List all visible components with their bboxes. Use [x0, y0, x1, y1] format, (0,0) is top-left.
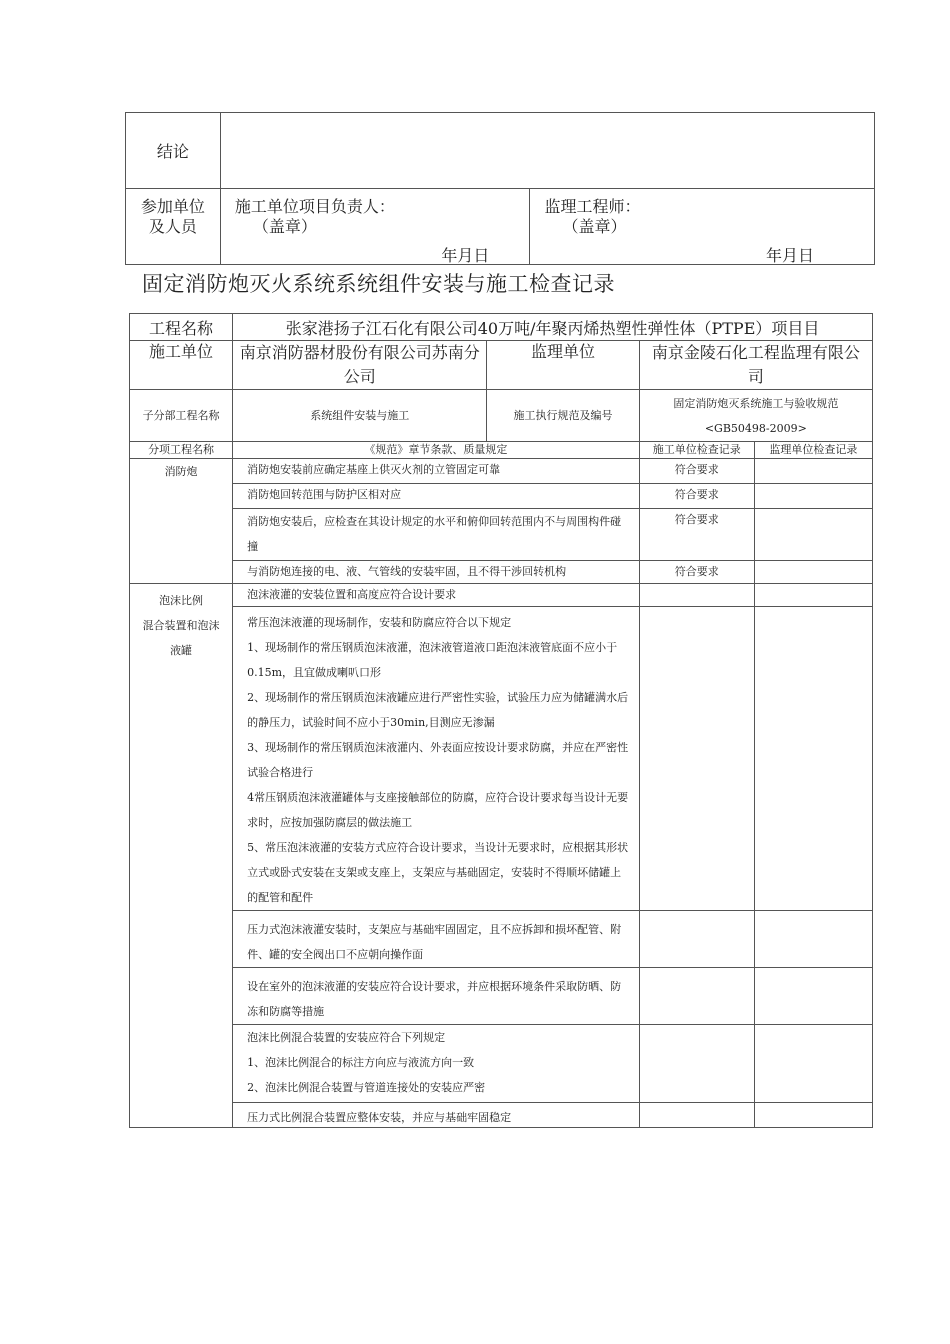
supervision-check [754, 968, 872, 1025]
supervisor-stamp: （盖章） [562, 217, 627, 236]
column-item: 分项工程名称 [130, 442, 233, 459]
supervisor-engineer-label: 监理工程师： [544, 197, 641, 216]
standard-label: 施工执行规范及编号 [487, 390, 639, 442]
conclusion-content [220, 113, 874, 189]
participants-label: 参加单位 及人员 [126, 189, 221, 265]
supervision-check [754, 584, 872, 607]
clause-text: 常压泡沫液灌的现场制作，安装和防腐应符合以下规定 1、现场制作的常压钢质泡沫液灌，泡沫液管道液口距泡沫液管底面不应小于0.15m，且宜做成喇叭口形 2、现场制作的常压钢质泡沫液罐应进行严密性实验，试验压力应为储罐满水后的静压力，试验时间不应小于30min,目测应无渗漏 3、现场制作的常压钢质泡沫液灌内、外表面应按设计要求防腐，并应在严密性试验合格进行 4常压钢质泡沫液灌罐体与支座接触部位的防腐，应符合设计要求每当设计无要求时，应按加强防腐层的做法施工 5、常压泡沫液灌的安装方式应符合设计要求，当设计无要求时，应根据其形状立式或卧式安装在支架或支座上，支架应与基础固定，安装时不得顺坏储罐上的配管和配件 [233, 607, 640, 911]
supervision-check [754, 1103, 872, 1128]
construction-check [639, 1103, 754, 1128]
supervision-unit-label: 监理单位 [487, 341, 639, 390]
construction-check: 符合要求 [639, 561, 754, 584]
construction-signature-cell [220, 189, 530, 265]
construction-check [639, 968, 754, 1025]
construction-check: 符合要求 [639, 459, 754, 484]
column-clause: 《规范》章节条款、质量规定 [233, 442, 640, 459]
inspection-table [129, 313, 873, 1128]
sub-project-value: 系统组件安装与施工 [233, 390, 487, 442]
standard-value: 固定消防炮灭系统施工与验收规范 <GB50498-2009> [639, 390, 872, 442]
supervision-check [754, 607, 872, 911]
construction-stamp: （盖章） [252, 217, 317, 236]
page-title: 固定消防炮灭火系统系统组件安装与施工检查记录 [142, 272, 615, 296]
construction-unit-label: 施工单位 [130, 341, 233, 390]
clause-text: 消防炮回转范围与防护区相对应 [233, 484, 640, 509]
supervision-check [754, 484, 872, 509]
construction-check [639, 1025, 754, 1103]
group-name: 泡沫比例 混合装置和泡沫 液罐 [130, 584, 233, 1128]
clause-text: 消防炮安装前应确定基座上供灭火剂的立管固定可靠 [233, 459, 640, 484]
construction-date: 年月日 [441, 246, 490, 265]
clause-text: 压力式泡沫液灌安装时，支架应与基础牢固固定，且不应拆卸和损坏配管、附件、罐的安全阀出口不应朝向操作面 [233, 911, 640, 968]
clause-text: 泡沫液灌的安装位置和高度应符合设计要求 [233, 584, 640, 607]
conclusion-table [125, 112, 875, 265]
construction-check [639, 607, 754, 911]
supervision-check [754, 509, 872, 561]
construction-check [639, 584, 754, 607]
project-label: 工程名称 [130, 314, 233, 341]
construction-check [639, 911, 754, 968]
supervision-check [754, 911, 872, 968]
conclusion-label: 结论 [126, 113, 221, 189]
clause-text: 压力式比例混合装置应整体安装，并应与基础牢固稳定 [233, 1103, 640, 1128]
clause-text: 与消防炮连接的电、液、气管线的安装牢固，且不得干涉回转机构 [233, 561, 640, 584]
construction-unit-value: 南京消防器材股份有限公司苏南分公司 [233, 341, 487, 390]
clause-text: 设在室外的泡沫液灌的安装应符合设计要求，并应根据环境条件采取防晒、防冻和防腐等措施 [233, 968, 640, 1025]
construction-check: 符合要求 [639, 484, 754, 509]
supervision-check [754, 459, 872, 484]
clause-text: 消防炮安装后，应检查在其设计规定的水平和俯仰回转范围内不与周围构件碰撞 [233, 509, 640, 561]
construction-check: 符合要求 [639, 509, 754, 561]
column-construction-check: 施工单位检查记录 [639, 442, 754, 459]
sub-project-label: 子分部工程名称 [130, 390, 233, 442]
column-supervision-check: 监理单位检查记录 [754, 442, 872, 459]
supervision-check [754, 561, 872, 584]
clause-text: 泡沫比例混合装置的安装应符合下列规定 1、泡沫比例混合的标注方向应与液流方向一致 2、泡沫比例混合装置与管道连接处的安装应严密 [233, 1025, 640, 1103]
supervision-unit-value: 南京金陵石化工程监理有限公司 [639, 341, 872, 390]
supervisor-signature-cell [530, 189, 875, 265]
supervisor-date: 年月日 [765, 246, 814, 265]
group-name: 消防炮 [130, 459, 233, 584]
construction-lead-label: 施工单位项目负责人： [234, 197, 395, 216]
project-value: 张家港扬子江石化有限公司40万吨/年聚丙烯热塑性弹性体（PTPE）项目目 [233, 314, 873, 341]
supervision-check [754, 1025, 872, 1103]
